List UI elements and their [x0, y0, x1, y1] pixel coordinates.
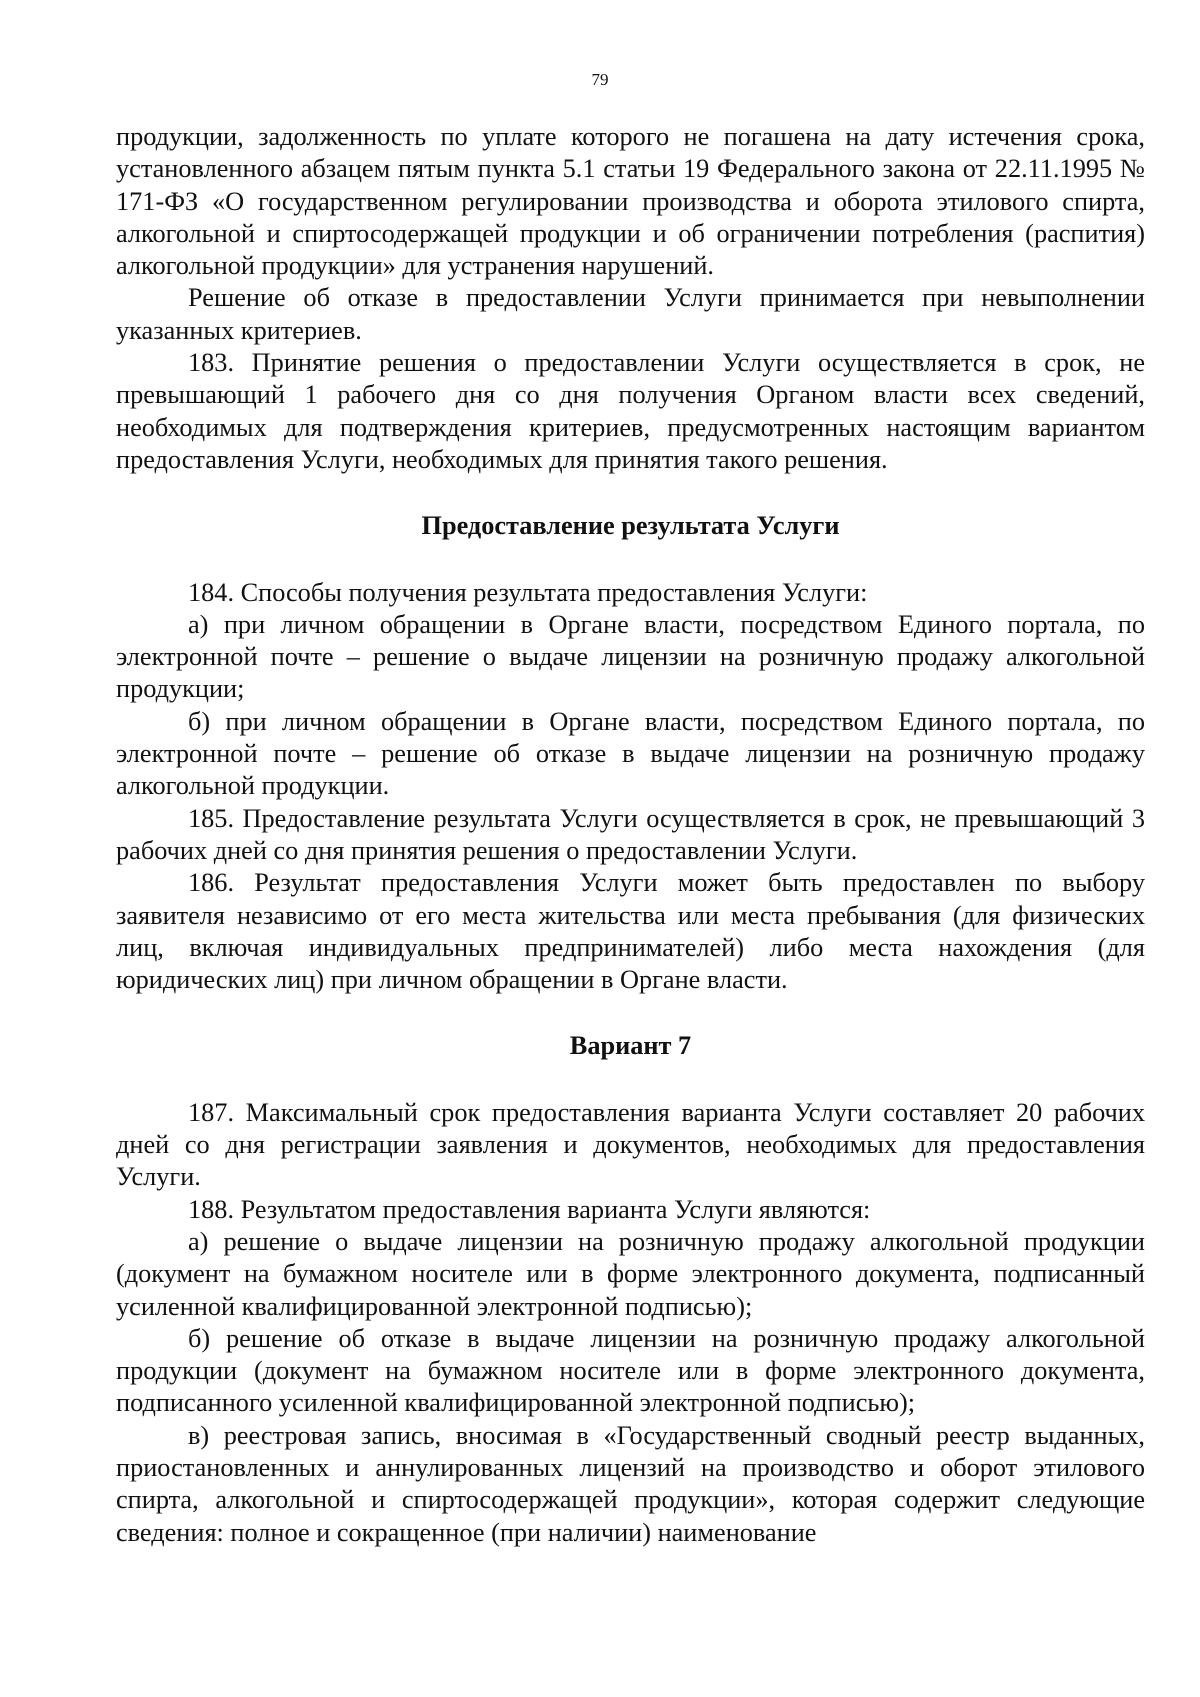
document-body [116, 121, 1145, 1549]
paragraph-186: 186. Результат предоставления Услуги может быть предоставлен по выбору заявителя независимо от его места жительства или места пребывания (для физических лиц, включая индивидуальных предпринимателей) либо места нахождения (для юридических лиц) при личном обращении в Органе власти. [116, 868, 1145, 995]
page-number: 79 [591, 70, 609, 89]
paragraph-188: 188. Результатом предоставления варианта Услуги являются: [188, 1194, 871, 1224]
paragraph-188-v: в) реестровая запись, вносимая в «Государственный сводный реестр выданных, приостановленных и аннулированных лицензий на производство и оборот этилового спирта, алкогольной и спиртосодержащей продукции», которая содержит следующие сведения: полное и сокращенное (при наличии) наименование [116, 1420, 1145, 1547]
section-heading-result: Предоставление результата Услуги [421, 511, 840, 541]
paragraph-188-b: б) решение об отказе в выдаче лицензии на розничную продажу алкогольной продукции (документ на бумажном носителе или в форме электронного документа, подписанного усиленной квалифицированной электронной подписью); [116, 1323, 1145, 1418]
paragraph-184: 184. Способы получения результата предоставления Услуги: [188, 577, 868, 607]
section-heading-variant-7: Вариант 7 [569, 1031, 692, 1061]
paragraph-continuation: продукции, задолженность по уплате которого не погашена на дату истечения срока, установленного абзацем пятым пункта 5.1 статьи 19 Федерального закона от 22.11.1995 № 171-ФЗ «О государственном регулировании производства и оборота этилового спирта, алкогольной и спиртосодержащей продукции и об ограничении потребления (распития) алкогольной продукции» для устранения нарушений. [116, 122, 1145, 281]
paragraph-187: 187. Максимальный срок предоставления варианта Услуги составляет 20 рабочих дней со дня регистрации заявления и документов, необходимых для предоставления Услуги. [116, 1097, 1145, 1192]
paragraph-188-a: а) решение о выдаче лицензии на розничную продажу алкогольной продукции (документ на бумажном носителе или в форме электронного документа, подписанный усиленной квалифицированной электронной подписью); [116, 1226, 1145, 1321]
paragraph-183: 183. Принятие решения о предоставлении Услуги осуществляется в срок, не превышающий 1 рабочего дня со дня получения Органом власти всех сведений, необходимых для подтверждения критериев, предусмотренных настоящим вариантом предоставления Услуги, необходимых для принятия такого решения. [116, 348, 1145, 474]
paragraph-184-a: а) при личном обращении в Органе власти, посредством Единого портала, по электронной почте – решение о выдаче лицензии на розничную продажу алкогольной продукции; [116, 609, 1145, 704]
paragraph-185: 185. Предоставление результата Услуги осуществляется в срок, не превышающий 3 рабочих дней со дня принятия решения о предоставлении Услуги. [116, 803, 1145, 865]
paragraph-184-b: б) при личном обращении в Органе власти, посредством Единого портала, по электронной почте – решение об отказе в выдаче лицензии на розничную продажу алкогольной продукции. [116, 706, 1145, 801]
paragraph-refusal-criteria: Решение об отказе в предоставлении Услуги принимается при невыполнении указанных критериев. [116, 283, 1145, 345]
